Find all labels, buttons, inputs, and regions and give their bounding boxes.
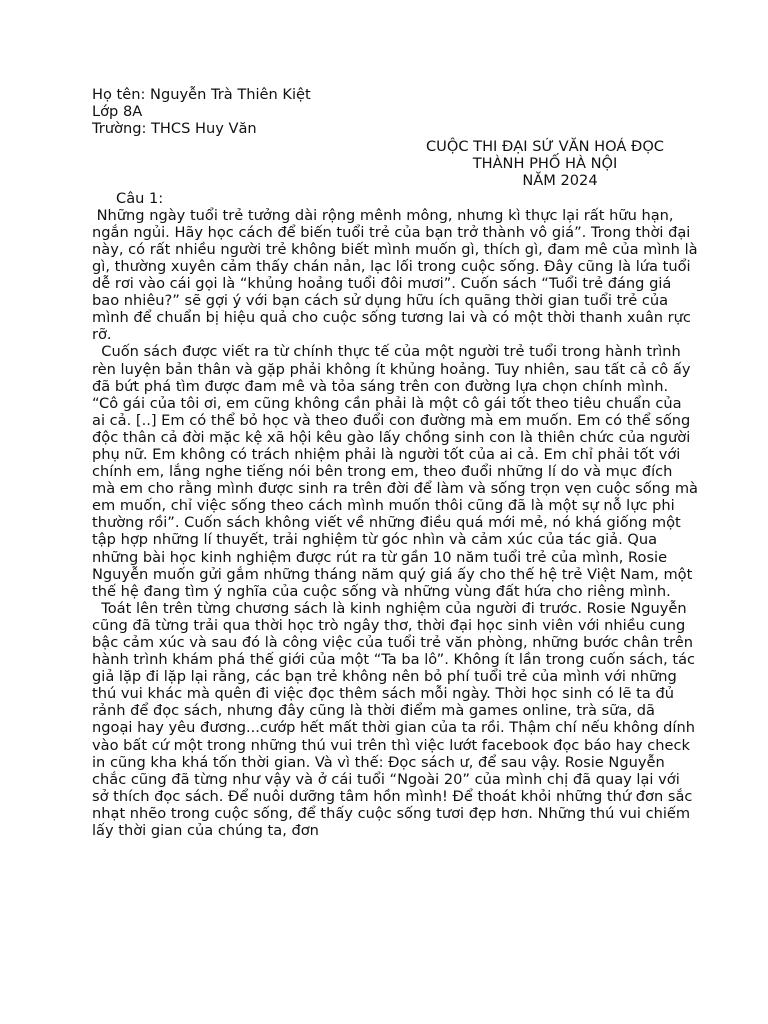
- essay-paragraph-2: Cuốn sách được viết ra từ chính thực tế của một người trẻ tuổi trong hành trình rèn luyện bản thân và gặp phải không ít khủng hoảng. Tuy nhiên, sau tất cả cô ấy đã bứt phá tìm được đam mê và tỏa sáng trên con đường lựa chọn chính mình.: [92, 343, 696, 395]
- student-class: Lớp 8A: [92, 103, 143, 121]
- contest-title-line-2: THÀNH PHỐ HÀ NỘI: [472, 155, 618, 173]
- question-label: Câu 1:: [116, 189, 164, 207]
- essay-paragraph-4: Toát lên trên từng chương sách là kinh nghiệm của người đi trước. Rosie Nguyễn cũng đã từng trải qua thời học trò ngây thơ, thời đại học sinh viên với nhiều cung bậc cảm xúc và sau đó là công việc của tuổi trẻ văn phòng, những bước chân trên hành trình khám phá thế giới của một “Ta ba lô”. Không ít lần trong cuốn sách, tác giả lặp đi lặp lại rằng, các bạn trẻ không nên bỏ phí tuổi trẻ của mình với những thú vui khác mà quên đi việc đọc thêm sách mỗi ngày. Thời học sinh có lẽ ta đủ rảnh để đọc sách, nhưng đây cũng là thời điểm mà games online, trà sữa, dã ngoại hay yêu đương...cướp hết mất thời gian của ta rồi. Thậm chí nếu không dính vào bất cứ một trong những thú vui trên thì việc lướt facebook đọc báo hay check in cũng kha khá tốn thời gian. Và vì thế: Đọc sách ư, để sau vậy. Rosie Nguyễn chắc cũng đã từng như vậy và ở cái tuổi “Ngoài 20” của mình chị đã quay lại với sở thích đọc sách. Để nuôi dưỡng tâm hồn mình! Để thoát khỏi những thứ đơn sắc nhạt nhẽo trong cuộc sống, để thấy cuộc sống tươi đẹp hơn. Những thú vui chiếm lấy thời gian của chúng ta, đơn: [92, 599, 700, 840]
- essay-paragraph-3: “Cô gái của tôi ơi, em cũng không cần phải là một cô gái tốt theo tiêu chuẩn của ai cả. [..] Em có thể bỏ học và theo đuổi con đường mà em muốn. Em có thể sống độc thân cả đời mặc kệ xã hội kêu gào lấy chồng sinh con là thiên chức của người phụ nữ. Em không có trách nhiệm phải là người tốt của ai cả. Em chỉ phải tốt với chính em, lắng nghe tiếng nói bên trong em, theo đuổi những lí do và mục đích mà em cho rằng mình được sinh ra trên đời để làm và sống trọn vẹn cuộc sống mà em muốn, chỉ việc sống theo cách mình muốn thôi cũng đã là một sự nỗ lực phi thường rồi”. Cuốn sách không viết về những điều quá mới mẻ, nó khá giống một tập hợp những lí thuyết, trải nghiệm từ góc nhìn và cảm xúc của tác giả. Qua những bài học kinh nghiệm được rút ra từ gần 10 năm tuổi trẻ của mình, Rosie Nguyễn muốn gửi gắm những tháng năm quý giá ấy cho thế hệ trẻ Việt Nam, một thế hệ đang tìm ý nghĩa của cuộc sống và những vùng đất hứa cho riêng mình.: [92, 394, 698, 600]
- student-school: Trường: THCS Huy Văn: [92, 120, 257, 138]
- contest-title-line-3: NĂM 2024: [522, 172, 598, 190]
- contest-title-line-1: CUỘC THI ĐẠI SỨ VĂN HOÁ ĐỌC: [425, 138, 664, 156]
- contest-title: [92, 138, 698, 189]
- student-name: Họ tên: Nguyễn Trà Thiên Kiệt: [92, 86, 311, 103]
- essay-paragraph-1: Những ngày tuổi trẻ tưởng dài rộng mênh mông, nhưng kì thực lại rất hữu hạn, ngắn ngủi. Hãy học cách để biến tuổi trẻ của bạn trở thành vô giá”. Trong thời đại này, có rất nhiều người trẻ không biết mình muốn gì, thích gì, đam mê của mình là gì, thường xuyên cảm thấy chán nản, lạc lối trong cuộc sống. Đây cũng là lứa tuổi dễ rơi vào cái gọi là “khủng hoảng tuổi đôi mươi”. Cuốn sách “Tuổi trẻ đáng giá bao nhiêu?” sẽ gợi ý với bạn cách sử dụng hữu ích quãng thời gian tuổi trẻ của mình để chuẩn bị hiệu quả cho cuộc sống tương lai và có một thời thanh xuân rực rỡ.: [92, 206, 703, 344]
